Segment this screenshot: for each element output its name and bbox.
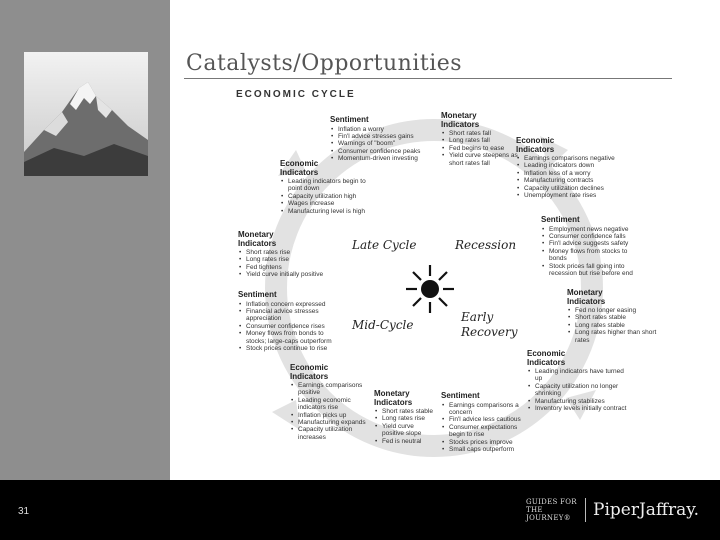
list-item: • Inflation picks up [290,412,374,419]
recession-sentiment [541,216,641,277]
list-item: • Short rates rise [238,249,338,256]
block-heading: Sentiment [330,115,369,124]
late-cycle-sentiment [330,116,434,163]
brand-name: PiperJaffray. [593,500,699,520]
late-cycle-monetary-indicators [238,231,338,279]
recession-economic-indicators [516,137,618,199]
list-item: • Unemployment rate rises [516,192,618,199]
page-number: 31 [18,506,30,517]
sun-icon [406,265,454,313]
list-item: • Manufacturing level is high [280,208,380,215]
list-item: • Long rates rise [374,415,436,422]
block-heading: Sentiment [238,290,277,299]
list-item: • Inflation a worry [330,126,434,133]
list-item: • Capacity utilization declines [516,185,618,192]
block-heading: Indicators [441,119,480,129]
block-list [330,126,434,163]
list-item: • Fed begins to ease [441,145,529,152]
list-item: • Short rates stable [567,314,663,321]
list-item: • Financial advice stresses appreciation [238,308,338,323]
list-item: • Momentum-driven investing [330,155,434,162]
list-item: • Short rates fall [441,130,529,137]
block-heading: Economic [516,136,555,145]
block-list [541,226,641,278]
list-item: • Stock prices fall going into recession but rise before end [541,263,641,278]
list-item: • Leading economic indicators rise [290,397,374,412]
block-list [290,382,374,441]
list-item: • Fed no longer easing [567,307,663,314]
block-heading: Monetary [374,389,410,398]
list-item: • Long rates higher than short rates [567,329,663,344]
list-item: • Consumer confidence peaks [330,148,434,155]
list-item: • Consumer confidence rises [238,323,338,330]
brand-divider [585,498,586,522]
list-item: • Consumer expectations begin to rise [441,424,533,439]
late-cycle-economic-indicators [280,160,380,215]
block-heading: Indicators [290,371,329,381]
phase-early-recovery-line1: Early [461,310,494,324]
list-item: • Consumer confidence falls [541,233,641,240]
phase-mid-cycle: Mid-Cycle [352,318,414,332]
list-item: • Inflation concern expressed [238,301,338,308]
block-heading: Indicators [238,238,277,248]
list-item: • Yield curve initially positive [238,271,338,278]
block-list [238,249,338,279]
guides-tagline [526,498,578,522]
block-heading: Economic [280,159,319,168]
list-item: • Money flows from bonds to stocks; large-caps outperform [238,330,338,345]
page-title: Catalysts/Opportunities [186,51,463,76]
list-item: • Earnings comparisons positive [290,382,374,397]
list-item: • Stock prices continue to rise [238,345,338,352]
list-item: • Manufacturing stabilizes [527,398,627,405]
list-item: • Leading indicators down [516,162,618,169]
list-item: • Capacity utilization high [280,193,380,200]
mid-cycle-economic-indicators [290,364,374,441]
list-item: • Leading indicators have turned up [527,368,627,383]
list-item: • Money flows from stocks to bonds [541,248,641,263]
phase-late-cycle: Late Cycle [352,238,417,252]
list-item: • Capacity utilization no longer shrinking [527,383,627,398]
list-item: • Warnings of "boom" [330,140,434,147]
block-heading: Sentiment [441,391,480,400]
list-item: • Short rates stable [374,408,436,415]
list-item: • Inventory levels initially contract [527,405,627,412]
list-item: • Small caps outperform [441,446,533,453]
block-heading: Indicators [527,357,566,367]
block-heading: Monetary [238,230,274,239]
list-item: • Fin'l advice stresses gains [330,133,434,140]
list-item: • Long rates fall [441,137,529,144]
block-heading: Indicators [567,296,606,306]
block-heading: Indicators [516,144,555,154]
list-item: • Fin'l advice suggests safety [541,240,641,247]
list-item: • Inflation less of a worry [516,170,618,177]
mid-cycle-sentiment [238,291,338,352]
list-item: • Earnings comparisons a concern [441,402,533,417]
block-list [238,301,338,353]
early-recovery-sentiment [441,392,533,453]
block-heading: Monetary [567,288,603,297]
block-heading: Economic [290,363,329,372]
phase-early-recovery-line2: Recovery [461,325,518,339]
early-recovery-monetary-indicators [567,289,663,344]
block-list [441,402,533,454]
list-item: • Manufacturing contracts [516,177,618,184]
list-item: • Long rates stable [567,322,663,329]
block-heading: Indicators [374,397,413,407]
phase-recession: Recession [455,238,517,252]
block-list [374,408,436,445]
brand-logo [526,497,699,523]
block-list [527,368,627,412]
block-list [567,307,663,344]
list-item: • Fin'l advice less cautious [441,416,533,423]
block-heading: Economic [527,349,566,358]
list-item: • Fed is neutral [374,438,436,445]
list-item: • Stocks prices improve [441,439,533,446]
list-item: • Earnings comparisons negative [516,155,618,162]
list-item: • Yield curve positive slope [374,423,436,438]
guides-line-2: THE JOURNEY® [526,506,571,522]
block-list [516,155,618,199]
block-list [280,178,380,215]
list-item: • Long rates rise [238,256,338,263]
list-item: • Leading indicators begin to point down [280,178,380,193]
block-heading: Indicators [280,167,319,177]
block-heading: Sentiment [541,215,580,224]
footer-bar [0,480,720,540]
block-heading: Monetary [441,111,477,120]
list-item: • Capacity utilization increases [290,426,374,441]
list-item: • Manufacturing expands [290,419,374,426]
list-item: • Wages increase [280,200,380,207]
list-item: • Fed tightens [238,264,338,271]
list-item: • Employment news negative [541,226,641,233]
mid-cycle-monetary-indicators [374,390,436,445]
guides-line-1: GUIDES FOR [526,498,577,506]
early-recovery-economic-indicators [527,350,627,412]
list-item: • Yield curve steepens as short rates fall [441,152,529,167]
diagram-title: ECONOMIC CYCLE [236,89,356,100]
